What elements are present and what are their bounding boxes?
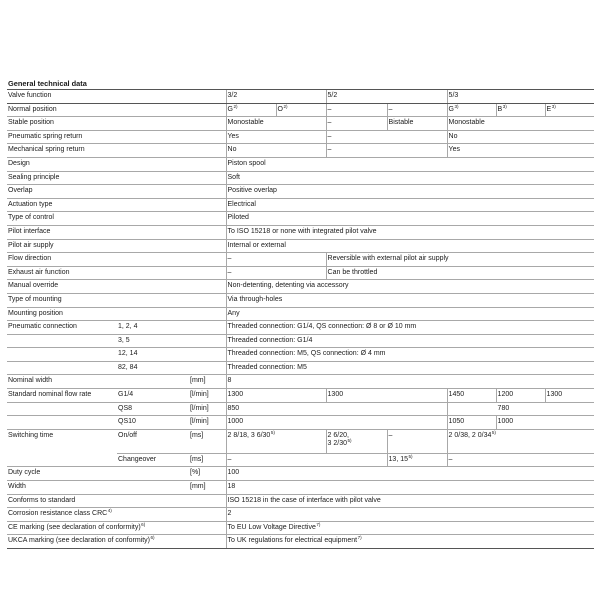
row-label: UKCA marking (see declaration of conformity)$^{6)}$ xyxy=(7,535,226,549)
row-label: Pilot interface xyxy=(7,225,226,239)
cell-32-52: – xyxy=(226,453,387,467)
row-value: 8 xyxy=(226,375,594,389)
row-label: Mechanical spring return xyxy=(7,144,226,158)
table-row xyxy=(7,453,594,467)
cell-53-g: $G^{3)}$ xyxy=(447,103,496,117)
table-row xyxy=(7,130,594,144)
row-label: Exhaust air function xyxy=(7,266,226,280)
cell-32: 1300 xyxy=(226,389,326,403)
row-label: Type of mounting xyxy=(7,293,226,307)
cell-52-b: – xyxy=(387,103,447,117)
row-label-blank xyxy=(7,361,117,375)
cell-52-bi: 13, 15$^{5)}$ xyxy=(387,453,447,467)
cell-32-52: 1000 xyxy=(226,416,447,430)
table-row xyxy=(7,361,594,375)
row-label: Duty cycle xyxy=(7,467,189,481)
cell-32: – xyxy=(226,253,326,267)
technical-data-sheet xyxy=(7,79,594,549)
cell-53: Yes xyxy=(447,144,594,158)
row-label: Nominal width xyxy=(7,375,189,389)
row-value: Threaded connection: M5 xyxy=(226,361,594,375)
cell-52: – xyxy=(326,144,447,158)
row-value: ISO 15218 in the case of interface with pilot valve xyxy=(226,494,594,508)
header-label: Valve function xyxy=(7,90,226,104)
cell-52-bi: Bistable xyxy=(387,117,447,131)
row-value: Soft xyxy=(226,171,594,185)
table-row xyxy=(7,253,594,267)
row-label: CE marking (see declaration of conformity)$^{6)}$ xyxy=(7,521,226,535)
row-value: Threaded connection: M5, QS connection: Ø 4 mm xyxy=(226,348,594,362)
unit-label: [ms] xyxy=(189,453,226,467)
cell-52-53: Reversible with external pilot air supply xyxy=(326,253,594,267)
table-row xyxy=(7,402,594,416)
row-value: Any xyxy=(226,307,594,321)
header-group-32: 3/2 xyxy=(226,90,326,104)
row-label: Stable position xyxy=(7,117,226,131)
port-label: 1, 2, 4 xyxy=(117,321,226,335)
cell-53: 2 0/38, 2 0/34$^{5)}$ xyxy=(447,429,594,453)
row-value: To UK regulations for electrical equipment$^{7)}$ xyxy=(226,535,594,549)
table-row xyxy=(7,185,594,199)
table-row xyxy=(7,481,594,495)
unit-label: [l/min] xyxy=(189,402,226,416)
row-value: Via through-holes xyxy=(226,293,594,307)
mode-label: Changeover xyxy=(117,453,189,467)
cell-53-g: 1050 xyxy=(447,416,496,430)
unit-label: [l/min] xyxy=(189,416,226,430)
row-label-blank xyxy=(7,453,117,467)
table-row xyxy=(7,157,594,171)
unit-label: [mm] xyxy=(189,375,226,389)
row-value: Threaded connection: G1/4 xyxy=(226,334,594,348)
cell-32: Monostable xyxy=(226,117,326,131)
cell-53-be: 1000 xyxy=(496,416,594,430)
row-value: 18 xyxy=(226,481,594,495)
port-label: 82, 84 xyxy=(117,361,226,375)
cell-52: 1300 xyxy=(326,389,447,403)
cell-53-e: 1300 xyxy=(545,389,594,403)
cell-32: Yes xyxy=(226,130,326,144)
cell-52-53: Can be throttled xyxy=(326,266,594,280)
row-label: Actuation type xyxy=(7,198,226,212)
port-label: 12, 14 xyxy=(117,348,226,362)
cell-52-mono: 2 6/20, 3 2/30$^{5)}$ xyxy=(326,429,387,453)
row-label-blank xyxy=(7,416,117,430)
cell-52-g: – xyxy=(326,103,387,117)
cell-52-bi: – xyxy=(387,429,447,453)
row-label: Mounting position xyxy=(7,307,226,321)
row-label: Width xyxy=(7,481,189,495)
table-row xyxy=(7,103,594,117)
header-group-52: 5/2 xyxy=(326,90,447,104)
row-value: Internal or external xyxy=(226,239,594,253)
row-label: Design xyxy=(7,157,226,171)
row-value: 100 xyxy=(226,467,594,481)
row-label: Corrosion resistance class CRC$^{4)}$ xyxy=(7,508,226,522)
table-row xyxy=(7,171,594,185)
unit-label: [l/min] xyxy=(189,389,226,403)
cell-52: – xyxy=(326,130,447,144)
variant-label: QS10 xyxy=(117,416,189,430)
row-label: Standard nominal flow rate xyxy=(7,389,117,403)
row-label: Pneumatic spring return xyxy=(7,130,226,144)
cell-53-e: $E^{3)}$ xyxy=(545,103,594,117)
row-label: Normal position xyxy=(7,103,226,117)
table-row xyxy=(7,266,594,280)
row-value: Piston spool xyxy=(226,157,594,171)
table-row xyxy=(7,334,594,348)
unit-label: [mm] xyxy=(189,481,226,495)
row-value: Threaded connection: G1/4, QS connection: Ø 8 or Ø 10 mm xyxy=(226,321,594,335)
table-row xyxy=(7,307,594,321)
mode-label: On/off xyxy=(117,429,189,453)
table-row xyxy=(7,225,594,239)
cell-32: – xyxy=(226,266,326,280)
row-value: Positive overlap xyxy=(226,185,594,199)
row-label: Type of control xyxy=(7,212,226,226)
row-value: To ISO 15218 or none with integrated pilot valve xyxy=(226,225,594,239)
row-label: Overlap xyxy=(7,185,226,199)
table-row xyxy=(7,494,594,508)
row-label: Sealing principle xyxy=(7,171,226,185)
table-row xyxy=(7,280,594,294)
cell-53: 780 xyxy=(447,402,594,416)
table-row xyxy=(7,389,594,403)
row-label: Switching time xyxy=(8,431,54,439)
table-row xyxy=(7,467,594,481)
cell-53: No xyxy=(447,130,594,144)
row-label: Conforms to standard xyxy=(7,494,226,508)
table-row xyxy=(7,212,594,226)
table-row xyxy=(7,508,594,522)
row-value: To EU Low Voltage Directive$^{7)}$ xyxy=(226,521,594,535)
row-value: Electrical xyxy=(226,198,594,212)
table-row xyxy=(7,321,594,335)
row-label: Flow direction xyxy=(7,253,226,267)
cell-32: 2 8/18, 3 6/30$^{5)}$ xyxy=(226,429,326,453)
row-label: Pneumatic connection xyxy=(7,321,117,335)
cell-32-g: $G^{2)}$ xyxy=(226,103,276,117)
row-value: Non-detenting, detenting via accessory xyxy=(226,280,594,294)
section-title: General technical data xyxy=(8,79,87,88)
table-row xyxy=(7,198,594,212)
row-value: Piloted xyxy=(226,212,594,226)
variant-label: QS8 xyxy=(117,402,189,416)
unit-label: [%] xyxy=(189,467,226,481)
row-label: Manual override xyxy=(7,280,226,294)
table-row xyxy=(7,429,594,453)
variant-label: G1/4 xyxy=(117,389,189,403)
port-label: 3, 5 xyxy=(117,334,226,348)
row-label: Pilot air supply xyxy=(7,239,226,253)
table-row xyxy=(7,293,594,307)
cell-53-b: $B^{3)}$ xyxy=(496,103,545,117)
row-label-blank xyxy=(7,402,117,416)
cell-32-52: 850 xyxy=(226,402,447,416)
technical-data-table xyxy=(7,89,594,549)
header-row xyxy=(7,90,594,104)
table-row xyxy=(7,117,594,131)
unit-label: [ms] xyxy=(189,429,226,453)
cell-52-mono: – xyxy=(326,117,387,131)
row-label-blank xyxy=(7,348,117,362)
table-row xyxy=(7,348,594,362)
cell-32-o: $O^{2)}$ xyxy=(276,103,326,117)
table-row xyxy=(7,416,594,430)
cell-53: Monostable xyxy=(447,117,594,131)
table-row xyxy=(7,375,594,389)
table-row xyxy=(7,144,594,158)
cell-53-b: 1200 xyxy=(496,389,545,403)
table-row xyxy=(7,535,594,549)
cell-53: – xyxy=(447,453,594,467)
cell-53-g: 1450 xyxy=(447,389,496,403)
table-row xyxy=(7,521,594,535)
row-value: 2 xyxy=(226,508,594,522)
cell-32: No xyxy=(226,144,326,158)
row-label-blank xyxy=(7,334,117,348)
header-group-53: 5/3 xyxy=(447,90,594,104)
table-row xyxy=(7,239,594,253)
